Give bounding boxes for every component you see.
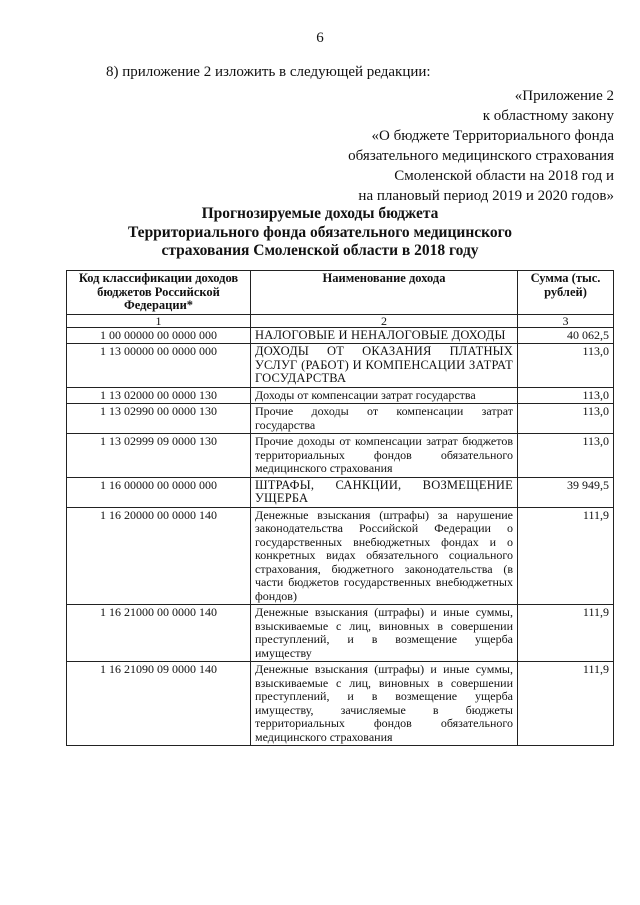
row-name: ШТРАФЫ, САНКЦИИ, ВОЗМЕЩЕНИЕ УЩЕРБА <box>251 477 518 507</box>
appendix-line: обязательного медицинского страхования <box>348 148 614 164</box>
row-amount: 113,0 <box>518 404 614 434</box>
appendix-reference <box>348 86 614 206</box>
row-code: 1 16 21090 09 0000 140 <box>67 662 251 746</box>
table-row <box>67 507 614 605</box>
row-amount: 113,0 <box>518 434 614 478</box>
row-amount: 113,0 <box>518 387 614 404</box>
title-line: Прогнозируемые доходы бюджета <box>201 205 439 222</box>
header-code: Код классификации доходов бюджетов Российской Федерации* <box>67 271 251 315</box>
row-name: Доходы от компенсации затрат государства <box>251 387 518 404</box>
intro-paragraph: 8) приложение 2 изложить в следующей редакции: <box>106 64 431 80</box>
row-amount: 111,9 <box>518 605 614 662</box>
appendix-line: на плановый период 2019 и 2020 годов» <box>358 188 614 204</box>
row-amount: 111,9 <box>518 507 614 605</box>
row-name: НАЛОГОВЫЕ И НЕНАЛОГОВЫЕ ДОХОДЫ <box>251 327 518 344</box>
appendix-line: «Приложение 2 <box>514 88 614 104</box>
title-line: страхования Смоленской области в 2018 году <box>161 242 479 259</box>
table-row <box>67 662 614 746</box>
column-number: 3 <box>518 314 614 327</box>
row-code: 1 16 20000 00 0000 140 <box>67 507 251 605</box>
row-name: Денежные взыскания (штрафы) за нарушение законодательства Российской Федерации о государственных внебюджетных фондах и о конкретных видах обязательного социального страхования, бюджетного законодательства (в части бюджетов государственных внебюджетных фондов) <box>251 507 518 605</box>
row-code: 1 13 02000 00 0000 130 <box>67 387 251 404</box>
column-number: 1 <box>67 314 251 327</box>
row-code: 1 13 02990 00 0000 130 <box>67 404 251 434</box>
table-row <box>67 605 614 662</box>
table-row <box>67 434 614 478</box>
header-amount: Сумма (тыс. рублей) <box>518 271 614 315</box>
row-code: 1 16 21000 00 0000 140 <box>67 605 251 662</box>
document-title <box>0 205 640 261</box>
row-code: 1 16 00000 00 0000 000 <box>67 477 251 507</box>
page-number: 6 <box>316 30 324 46</box>
row-name: Денежные взыскания (штрафы) и иные суммы, взыскиваемые с лиц, виновных в совершении преступлений, и в возмещение ущерба имуществу <box>251 605 518 662</box>
appendix-line: Смоленской области на 2018 год и <box>394 168 614 184</box>
row-name: Прочие доходы от компенсации затрат государства <box>251 404 518 434</box>
row-name: Денежные взыскания (штрафы) и иные суммы, взыскиваемые с лиц, виновных в совершении преступлений, и в возмещение ущерба имуществу, зачисляемые в бюджеты территориальных фондов обязательного медицинского страхования <box>251 662 518 746</box>
table-header-row <box>67 271 614 315</box>
revenue-table <box>66 270 614 746</box>
table-row <box>67 387 614 404</box>
row-code: 1 00 00000 00 0000 000 <box>67 327 251 344</box>
column-number-row <box>67 314 614 327</box>
row-amount: 39 949,5 <box>518 477 614 507</box>
row-code: 1 13 00000 00 0000 000 <box>67 344 251 388</box>
row-name: ДОХОДЫ ОТ ОКАЗАНИЯ ПЛАТНЫХ УСЛУГ (РАБОТ) И КОМПЕНСАЦИИ ЗАТРАТ ГОСУДАРСТВА <box>251 344 518 388</box>
row-code: 1 13 02999 09 0000 130 <box>67 434 251 478</box>
row-amount: 113,0 <box>518 344 614 388</box>
row-name: Прочие доходы от компенсации затрат бюджетов территориальных фондов обязательного медицинского страхования <box>251 434 518 478</box>
column-number: 2 <box>251 314 518 327</box>
table-row <box>67 404 614 434</box>
row-amount: 111,9 <box>518 662 614 746</box>
appendix-line: «О бюджете Территориального фонда <box>371 128 614 144</box>
appendix-line: к областному закону <box>482 108 614 124</box>
table-row <box>67 327 614 344</box>
header-name: Наименование дохода <box>251 271 518 315</box>
table-row <box>67 344 614 388</box>
table-row <box>67 477 614 507</box>
title-line: Территориального фонда обязательного медицинского <box>127 223 513 241</box>
row-amount: 40 062,5 <box>518 327 614 344</box>
